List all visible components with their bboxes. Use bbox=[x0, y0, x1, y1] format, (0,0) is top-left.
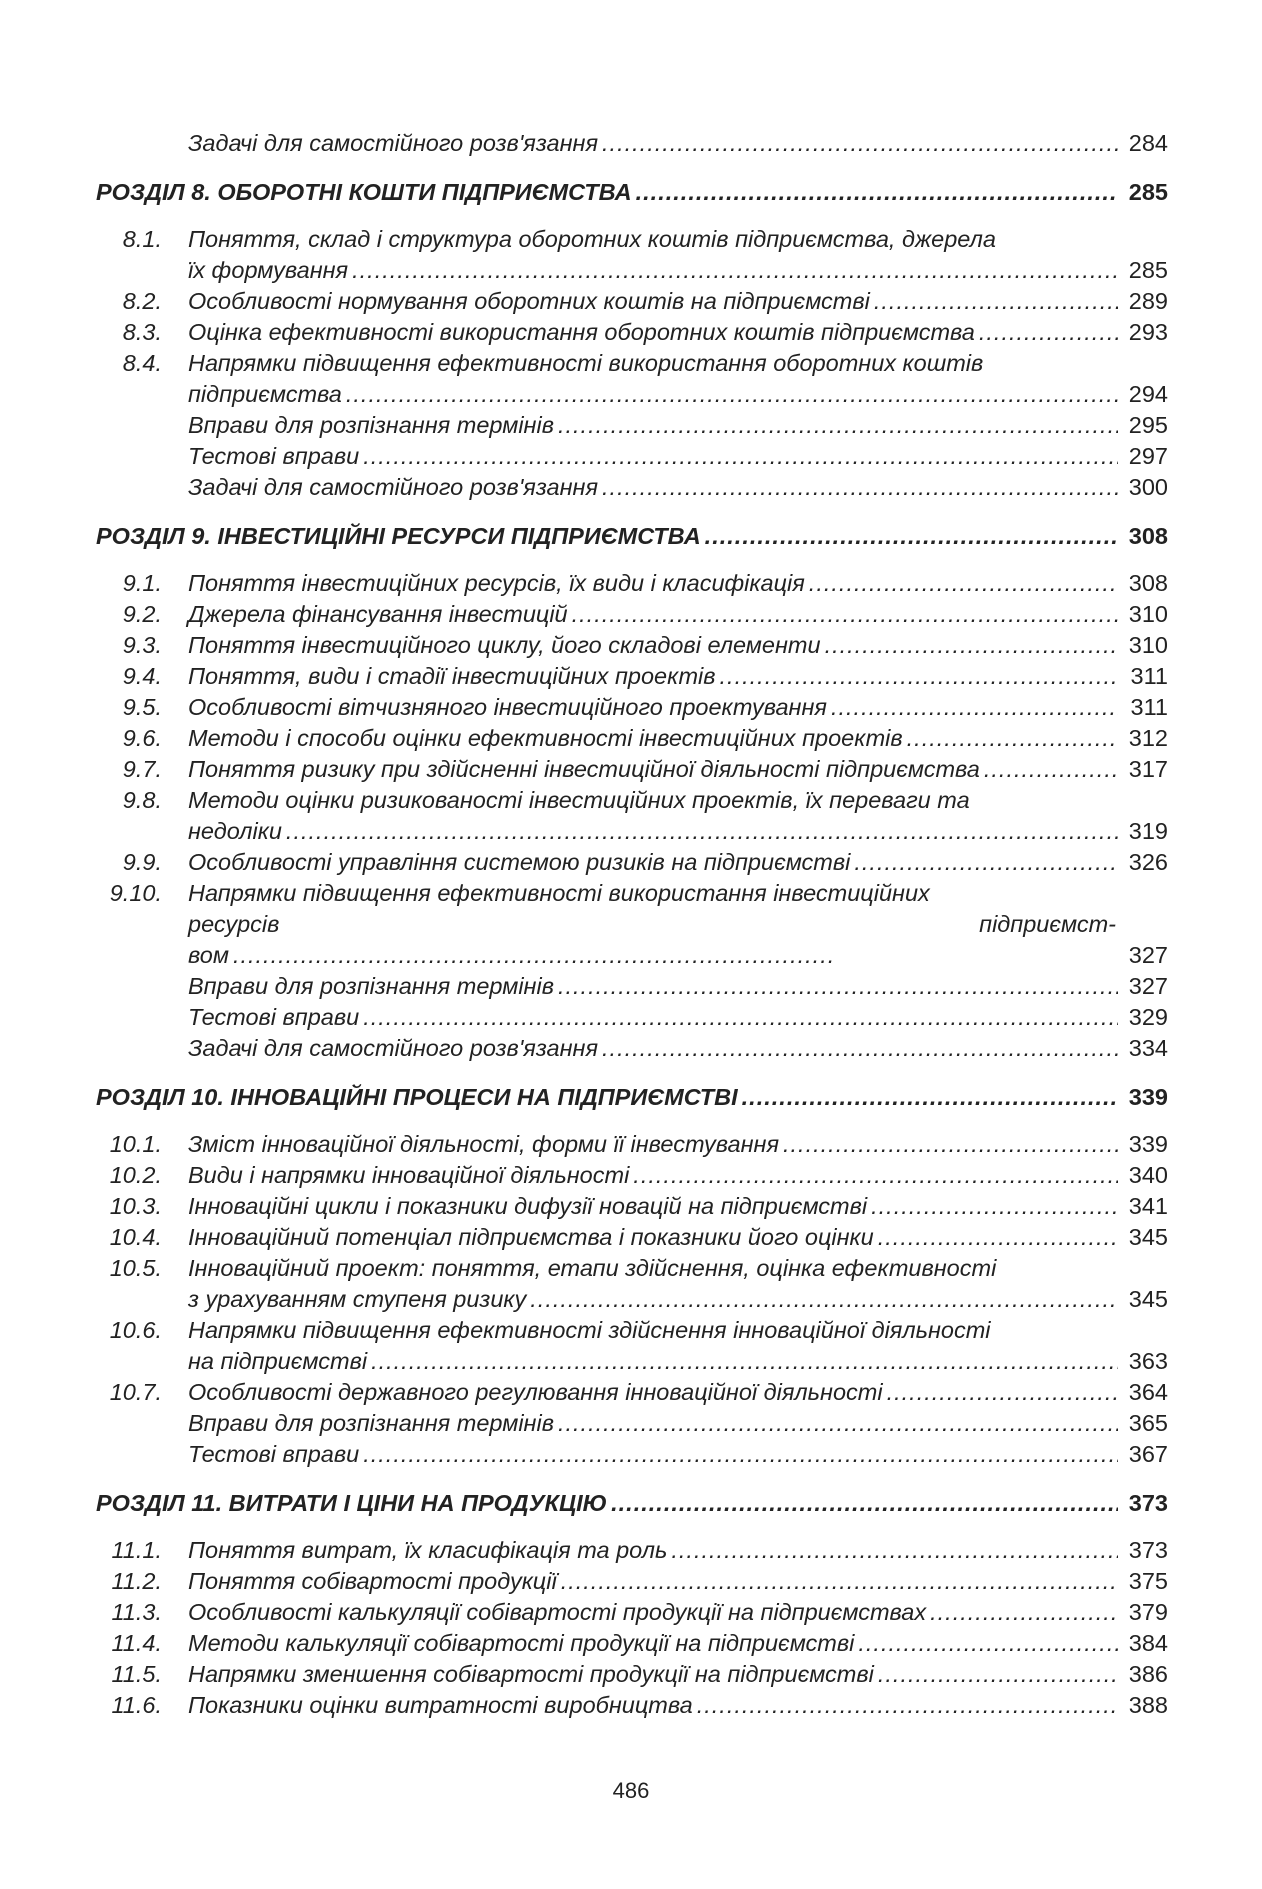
section-title: РОЗДІЛ 10. ІННОВАЦІЙНІ ПРОЦЕСИ НА ПІДПРИЄМСТВІ bbox=[96, 1084, 738, 1110]
toc-entry-page: 329 bbox=[1128, 1004, 1168, 1030]
toc-entry-number: 9.8. bbox=[122, 787, 162, 813]
dot-leader bbox=[742, 1082, 1118, 1113]
dot-leader bbox=[720, 661, 1118, 692]
toc-entry-title: підприємст- bbox=[979, 911, 1116, 937]
section-heading bbox=[96, 177, 1168, 208]
toc-entry-number: 10.5. bbox=[109, 1255, 162, 1281]
toc-entry bbox=[96, 1002, 1168, 1033]
toc-entry-page: 284 bbox=[1128, 130, 1168, 156]
toc-entry-page: 295 bbox=[1128, 412, 1168, 438]
toc-entry-number: 9.3. bbox=[122, 632, 162, 658]
toc-entry-title: Особливості управління системою ризиків на підприємстві bbox=[188, 849, 851, 875]
dot-leader bbox=[783, 1129, 1118, 1160]
toc-entry-number: 11.6. bbox=[111, 1692, 162, 1718]
toc-entry-title: Поняття інвестиційного циклу, його складові елементи bbox=[188, 632, 821, 658]
toc-entry-page: 379 bbox=[1128, 1599, 1168, 1625]
toc-entry-number: 9.5. bbox=[122, 694, 162, 720]
toc-entry-title: Тестові вправи bbox=[188, 1004, 360, 1030]
toc-entry bbox=[96, 286, 1168, 317]
toc-entry bbox=[96, 1253, 1168, 1284]
toc-entry bbox=[96, 1408, 1168, 1439]
dot-leader bbox=[671, 1535, 1118, 1566]
toc-entry bbox=[96, 599, 1168, 630]
toc-entry-title: Поняття витрат, їх класифікація та роль bbox=[188, 1537, 668, 1563]
dot-leader bbox=[636, 177, 1118, 208]
toc-entry bbox=[96, 441, 1168, 472]
dot-leader bbox=[907, 723, 1118, 754]
toc-entry bbox=[96, 1659, 1168, 1690]
dot-leader bbox=[705, 521, 1118, 552]
toc-entry-page: 364 bbox=[1128, 1379, 1168, 1405]
toc-entry-title: ресурсів bbox=[188, 911, 280, 937]
dot-leader bbox=[979, 317, 1118, 348]
dot-leader bbox=[602, 472, 1118, 503]
toc-entry-page: 285 bbox=[1128, 257, 1168, 283]
toc-entry-number: 8.3. bbox=[122, 319, 162, 345]
toc-entry-title: Напрямки підвищення ефективності використання інвестиційних bbox=[188, 880, 930, 906]
toc-entry bbox=[96, 1377, 1168, 1408]
section-title: РОЗДІЛ 9. ІНВЕСТИЦІЙНІ РЕСУРСИ ПІДПРИЄМСТВА bbox=[96, 523, 701, 549]
toc-entry bbox=[96, 1191, 1168, 1222]
toc-entry-title: Інноваційний потенціал підприємства і показники його оцінки bbox=[188, 1224, 874, 1250]
toc-entry-page: 339 bbox=[1128, 1131, 1168, 1157]
toc-entry-number: 10.4. bbox=[109, 1224, 162, 1250]
toc-entry-title: Вправи для розпізнання термінів bbox=[188, 973, 554, 999]
toc-entry-page: 326 bbox=[1128, 849, 1168, 875]
section-heading bbox=[96, 1488, 1168, 1519]
dot-leader bbox=[878, 1659, 1118, 1690]
toc-entry-page: 375 bbox=[1128, 1568, 1168, 1594]
toc-entry-title: Особливості калькуляції собівартості продукції на підприємствах bbox=[188, 1599, 927, 1625]
dot-leader bbox=[930, 1597, 1118, 1628]
toc-entry bbox=[96, 1315, 1168, 1346]
toc-entry-number: 10.6. bbox=[109, 1317, 162, 1343]
dot-leader bbox=[697, 1690, 1118, 1721]
toc-entry-title: на підприємстві bbox=[188, 1348, 368, 1374]
section-title: РОЗДІЛ 8. ОБОРОТНІ КОШТИ ПІДПРИЄМСТВА bbox=[96, 179, 632, 205]
toc-entry-number: 9.1. bbox=[122, 570, 162, 596]
toc-entry bbox=[96, 348, 1168, 379]
dot-leader bbox=[871, 1191, 1118, 1222]
toc-entry-number: 8.1. bbox=[122, 226, 162, 252]
toc-entry bbox=[96, 1597, 1168, 1628]
toc-entry bbox=[96, 1129, 1168, 1160]
toc-entry-number: 9.7. bbox=[122, 756, 162, 782]
toc-entry-page: 345 bbox=[1128, 1286, 1168, 1312]
toc-entry-page: 340 bbox=[1128, 1162, 1168, 1188]
toc-entry-page: 308 bbox=[1128, 570, 1168, 596]
toc-entry bbox=[96, 630, 1168, 661]
toc-entry bbox=[96, 754, 1168, 785]
page-number: 486 bbox=[612, 1778, 650, 1803]
toc-entry-title: Задачі для самостійного розв'язання bbox=[188, 130, 599, 156]
toc-entry-page: 311 bbox=[1130, 663, 1168, 689]
toc-entry-page: 345 bbox=[1128, 1224, 1168, 1250]
dot-leader bbox=[363, 1439, 1118, 1470]
toc-entry bbox=[96, 1535, 1168, 1566]
toc-entry-page: 310 bbox=[1128, 632, 1168, 658]
toc-entry-number: 9.10. bbox=[109, 880, 162, 906]
toc-entry-page: 293 bbox=[1128, 319, 1168, 345]
dot-leader bbox=[887, 1377, 1118, 1408]
dot-leader bbox=[346, 379, 1118, 410]
toc-entry-title: Джерела фінансування інвестицій bbox=[188, 601, 568, 627]
toc-entry bbox=[96, 410, 1168, 441]
toc-entry-title: Вправи для розпізнання термінів bbox=[188, 1410, 554, 1436]
toc-entry bbox=[96, 1566, 1168, 1597]
toc-entry bbox=[96, 692, 1168, 723]
toc-entry-page: 327 bbox=[1128, 973, 1168, 999]
toc-entry-page: 300 bbox=[1128, 474, 1168, 500]
toc-entry-continuation bbox=[96, 255, 1168, 286]
dot-leader bbox=[858, 1628, 1118, 1659]
toc-entry-title: Особливості вітчизняного інвестиційного проектування bbox=[188, 694, 827, 720]
toc-entry-continuation bbox=[96, 940, 1168, 971]
dot-leader bbox=[874, 286, 1118, 317]
toc-entry bbox=[96, 723, 1168, 754]
toc-entry-title: Оцінка ефективності використання оборотних коштів підприємства bbox=[188, 319, 975, 345]
toc-entry-number: 10.7. bbox=[109, 1379, 162, 1405]
toc-entry bbox=[96, 472, 1168, 503]
toc-entry bbox=[96, 128, 1168, 159]
toc-entry-title: Зміст інноваційної діяльності, форми її інвестування bbox=[188, 1131, 779, 1157]
toc-entry-title: Тестові вправи bbox=[188, 443, 360, 469]
section-page: 308 bbox=[1128, 523, 1168, 549]
toc-entry-title: Напрямки підвищення ефективності використання оборотних коштів bbox=[188, 350, 984, 376]
dot-leader bbox=[878, 1222, 1118, 1253]
toc-entry-page: 327 bbox=[1128, 942, 1168, 968]
toc-entry-title: Методи і способи оцінки ефективності інвестиційних проектів bbox=[188, 725, 903, 751]
toc-entry bbox=[96, 1628, 1168, 1659]
toc-entry bbox=[96, 224, 1168, 255]
toc-entry-continuation bbox=[96, 379, 1168, 410]
toc-entry bbox=[96, 1222, 1168, 1253]
toc-entry-number: 11.5. bbox=[111, 1661, 162, 1687]
dot-leader bbox=[809, 568, 1118, 599]
dot-leader bbox=[611, 1488, 1118, 1519]
toc-entry-number: 8.4. bbox=[122, 350, 162, 376]
dot-leader bbox=[530, 1284, 1118, 1315]
toc-entry-page: 294 bbox=[1128, 381, 1168, 407]
toc-entry-number: 9.6. bbox=[122, 725, 162, 751]
toc-entry-page: 310 bbox=[1128, 601, 1168, 627]
toc-entry-title: Поняття, склад і структура оборотних коштів підприємства, джерела bbox=[188, 226, 996, 252]
toc-entry bbox=[96, 661, 1168, 692]
toc-entry-number: 10.2. bbox=[109, 1162, 162, 1188]
toc-entry-title: Поняття собівартості продукції bbox=[188, 1568, 557, 1594]
toc-entry-title: Показники оцінки витратності виробництва bbox=[188, 1692, 693, 1718]
toc-entry-page: 341 bbox=[1128, 1193, 1168, 1219]
toc-entry-title: недоліки bbox=[188, 818, 282, 844]
toc-entry bbox=[96, 847, 1168, 878]
section-page: 339 bbox=[1128, 1084, 1168, 1110]
toc-entry-title: Особливості нормування оборотних коштів на підприємстві bbox=[188, 288, 870, 314]
toc-entry-number: 11.2. bbox=[111, 1568, 162, 1594]
dot-leader bbox=[558, 1408, 1118, 1439]
toc-entry bbox=[96, 1439, 1168, 1470]
dot-leader bbox=[825, 630, 1118, 661]
dot-leader bbox=[633, 1160, 1118, 1191]
toc-entry-number: 9.2. bbox=[122, 601, 162, 627]
toc-entry-title: Методи оцінки ризикованості інвестиційних проектів, їх переваги та bbox=[188, 787, 970, 813]
dot-leader bbox=[558, 410, 1118, 441]
toc-entry-page: 386 bbox=[1128, 1661, 1168, 1687]
toc-entry-title: Поняття інвестиційних ресурсів, їх види і класифікація bbox=[188, 570, 805, 596]
section-heading bbox=[96, 1082, 1168, 1113]
toc-entry-title: Тестові вправи bbox=[188, 1441, 360, 1467]
dot-leader bbox=[363, 441, 1118, 472]
toc-entry-page: 312 bbox=[1128, 725, 1168, 751]
toc-entry-page: 365 bbox=[1128, 1410, 1168, 1436]
toc-entry bbox=[96, 568, 1168, 599]
dot-leader bbox=[854, 847, 1118, 878]
toc-entry-page: 373 bbox=[1128, 1537, 1168, 1563]
toc-entry-title: Поняття, види і стадії інвестиційних проектів bbox=[188, 663, 716, 689]
dot-leader bbox=[984, 754, 1118, 785]
toc-entry-title: вом bbox=[188, 942, 229, 968]
section-heading bbox=[96, 521, 1168, 552]
toc-entry-page: 384 bbox=[1128, 1630, 1168, 1656]
toc-entry-title: Поняття ризику при здійсненні інвестиційної діяльності підприємства bbox=[188, 756, 980, 782]
dot-leader bbox=[602, 1033, 1118, 1064]
toc-entry bbox=[96, 317, 1168, 348]
dot-leader bbox=[602, 128, 1118, 159]
toc-entry-page: 289 bbox=[1128, 288, 1168, 314]
toc-entry-page: 334 bbox=[1128, 1035, 1168, 1061]
toc-entry-continuation bbox=[96, 909, 1168, 940]
toc-entry-number: 10.1. bbox=[109, 1131, 162, 1157]
toc-entry bbox=[96, 785, 1168, 816]
toc-entry-title: Методи калькуляції собівартості продукції на підприємстві bbox=[188, 1630, 855, 1656]
toc-entry-title: Інноваційний проект: поняття, етапи здійснення, оцінка ефективності bbox=[188, 1255, 997, 1281]
toc-entry-number: 10.3. bbox=[109, 1193, 162, 1219]
dot-leader bbox=[352, 255, 1118, 286]
toc-entry-page: 319 bbox=[1128, 818, 1168, 844]
dot-leader bbox=[561, 1566, 1118, 1597]
toc-entry-title: Задачі для самостійного розв'язання bbox=[188, 474, 599, 500]
toc-entry bbox=[96, 1690, 1168, 1721]
toc-entry bbox=[96, 878, 1168, 909]
toc-entry-title: Інноваційні цикли і показники дифузії новацій на підприємстві bbox=[188, 1193, 868, 1219]
section-title: РОЗДІЛ 11. ВИТРАТИ І ЦІНИ НА ПРОДУКЦІЮ bbox=[96, 1490, 608, 1516]
toc-entry-title: Задачі для самостійного розв'язання bbox=[188, 1035, 599, 1061]
toc-entry-continuation bbox=[96, 1346, 1168, 1377]
toc-entry-title: Особливості державного регулювання інноваційної діяльності bbox=[188, 1379, 883, 1405]
toc-entry-title: підприємства bbox=[188, 381, 342, 407]
toc-entry-page: 363 bbox=[1128, 1348, 1168, 1374]
toc-entry-number: 11.3. bbox=[111, 1599, 162, 1625]
dot-leader bbox=[371, 1346, 1118, 1377]
toc-entry-title: Напрямки підвищення ефективності здійснення інноваційної діяльності bbox=[188, 1317, 991, 1343]
dot-leader bbox=[831, 692, 1118, 723]
dot-leader bbox=[572, 599, 1118, 630]
toc-entry-number: 8.2. bbox=[122, 288, 162, 314]
section-page: 285 bbox=[1128, 179, 1168, 205]
section-page: 373 bbox=[1128, 1490, 1168, 1516]
toc-entry-title: їх формування bbox=[188, 257, 349, 283]
toc-entry-continuation bbox=[96, 1284, 1168, 1315]
toc-entry-continuation bbox=[96, 816, 1168, 847]
dot-leader bbox=[233, 940, 833, 971]
toc-entry-title: Вправи для розпізнання термінів bbox=[188, 412, 554, 438]
toc-entry-page: 367 bbox=[1128, 1441, 1168, 1467]
table-of-contents bbox=[96, 128, 1168, 1721]
toc-entry-page: 317 bbox=[1128, 756, 1168, 782]
toc-entry-title: Види і напрямки інноваційної діяльності bbox=[188, 1162, 630, 1188]
toc-entry-title: Напрямки зменшення собівартості продукції на підприємстві bbox=[188, 1661, 874, 1687]
toc-entry-number: 9.9. bbox=[122, 849, 162, 875]
toc-entry bbox=[96, 1033, 1168, 1064]
toc-entry-number: 9.4. bbox=[122, 663, 162, 689]
toc-entry-number: 11.1. bbox=[111, 1537, 162, 1563]
toc-entry-number: 11.4. bbox=[111, 1630, 162, 1656]
dot-leader bbox=[558, 971, 1118, 1002]
toc-entry-page: 311 bbox=[1130, 694, 1168, 720]
dot-leader bbox=[363, 1002, 1118, 1033]
dot-leader bbox=[286, 816, 1118, 847]
toc-entry-title: з урахуванням ступеня ризику bbox=[188, 1286, 527, 1312]
toc-entry bbox=[96, 1160, 1168, 1191]
toc-entry bbox=[96, 971, 1168, 1002]
toc-entry-page: 388 bbox=[1128, 1692, 1168, 1718]
toc-entry-page: 297 bbox=[1128, 443, 1168, 469]
